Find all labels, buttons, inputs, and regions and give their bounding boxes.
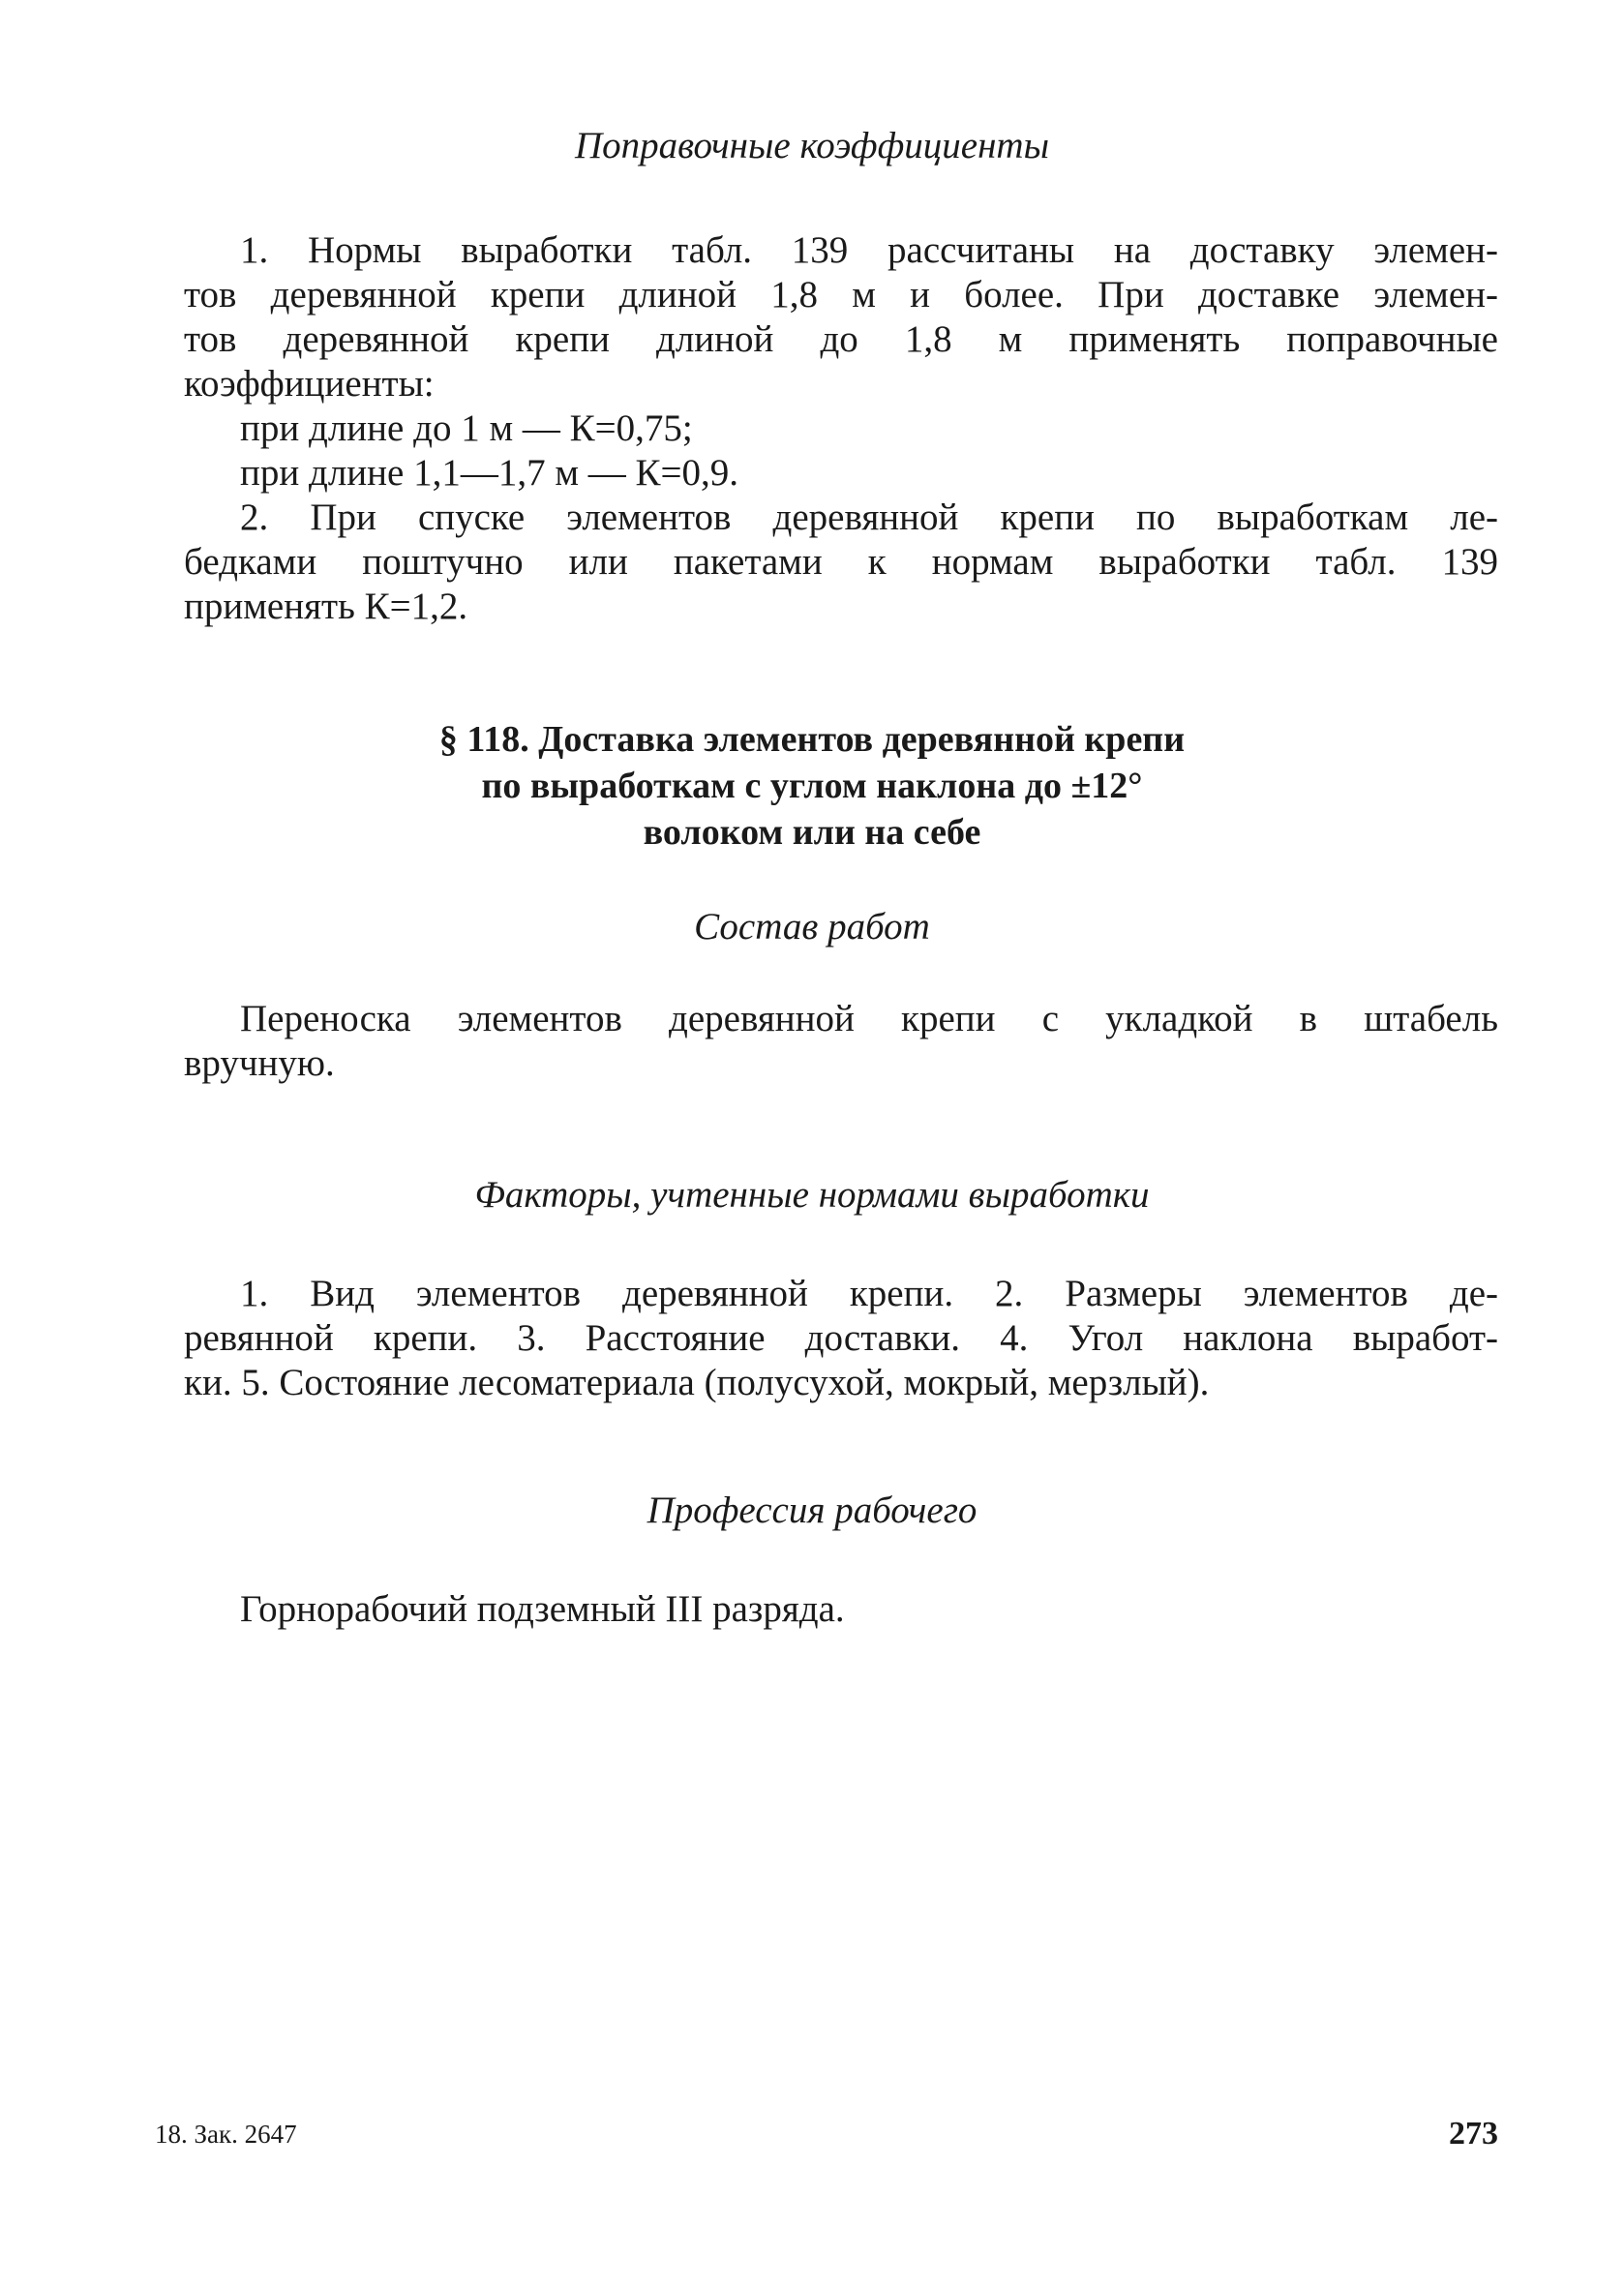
- work-heading: Состав работ: [694, 906, 930, 948]
- text-line: Горнорабочий подземный III разряда.: [240, 1588, 845, 1630]
- page-number: 273: [1449, 2116, 1498, 2152]
- factors-heading: Факторы, учтенные нормами выработки: [474, 1174, 1150, 1216]
- text-line: применять К=1,2.: [184, 586, 468, 627]
- section-title-line: по выработкам с углом наклона до ±12°: [481, 766, 1143, 806]
- text-line: 2. При спуске элементов деревянной крепи по выработкам ле-: [240, 497, 1498, 538]
- text-line: коэффициенты:: [184, 363, 435, 405]
- corrections-heading: Поправочные коэффициенты: [574, 125, 1050, 166]
- text-line: бедками поштучно или пакетами к нормам выработки табл. 139: [184, 541, 1498, 583]
- corrections-item-1: [184, 228, 1498, 629]
- profession-text: [184, 1587, 1498, 1632]
- text-line: ки. 5. Состояние лесоматериала (полусухой, мокрый, мерзлый).: [184, 1362, 1210, 1403]
- section-title: [0, 716, 1624, 856]
- text-line: тов деревянной крепи длиной 1,8 м и более. При доставке элемен-: [184, 274, 1498, 316]
- text-line: 1. Нормы выработки табл. 139 рассчитаны на доставку элемен-: [240, 229, 1498, 271]
- footer-order-number: 18. Зак. 2647: [155, 2120, 297, 2149]
- factors-text: [184, 1272, 1498, 1405]
- text-line: ревянной крепи. 3. Расстояние доставки. 4. Угол наклона выработ-: [184, 1317, 1498, 1359]
- text-line: тов деревянной крепи длиной до 1,8 м применять поправочные: [184, 318, 1498, 360]
- text-line: вручную.: [184, 1042, 335, 1084]
- coefficient-line-2: при длине 1,1—1,7 м — К=0,9.: [240, 452, 739, 494]
- section-title-line: § 118. Доставка элементов деревянной крепи: [438, 719, 1186, 760]
- text-line: Переноска элементов деревянной крепи с укладкой в штабель: [240, 998, 1498, 1039]
- section-title-line: волоком или на себе: [643, 812, 981, 853]
- text-line: 1. Вид элементов деревянной крепи. 2. Размеры элементов де-: [240, 1273, 1498, 1314]
- work-text: [184, 997, 1498, 1086]
- coefficient-line-1: при длине до 1 м — К=0,75;: [240, 407, 693, 449]
- profession-heading: Профессия рабочего: [647, 1490, 977, 1531]
